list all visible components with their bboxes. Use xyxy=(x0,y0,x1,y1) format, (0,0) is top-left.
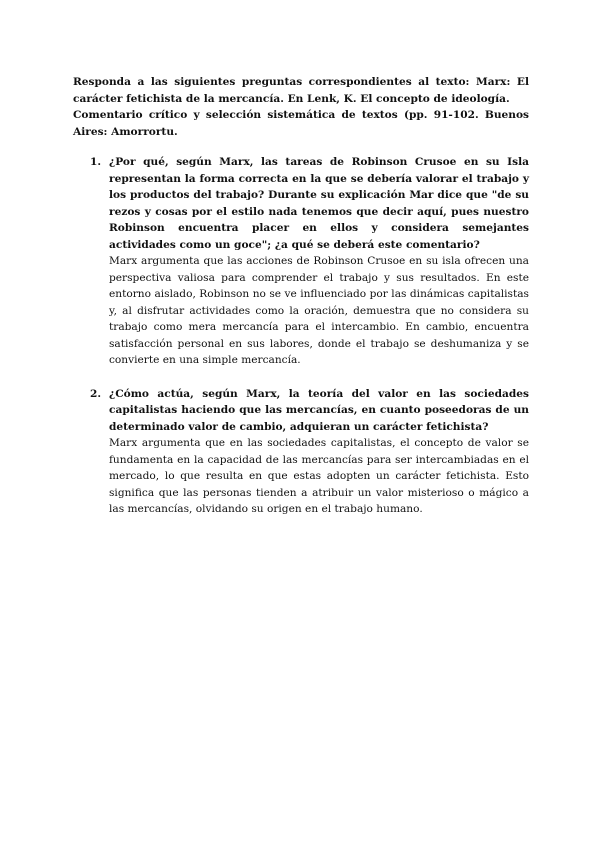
header-reference-line: Responda a las siguientes preguntas correspondientes al texto: Marx: El carácter fetichista de la mercancía. En Lenk, K. El concepto de ideología. xyxy=(73,76,529,105)
answer-text: Marx argumenta que las acciones de Robinson Crusoe en su isla ofrecen una perspectiva valiosa para comprender el trabajo y sus resultados. En este entorno aislado, Robinson no se ve influenciado por las dinámicas capitalistas y, al disfrutar actividades como la oración, demuestra que no considera su trabajo como mera mercancía para el intercambio. En cambio, encuentra satisfacción personal en sus labores, donde el trabajo se deshumaniza y se convierte en una simple mercancía. xyxy=(109,255,529,366)
answer-text: Marx argumenta que en las sociedades capitalistas, el concepto de valor se fundamenta en la capacidad de las mercancías para ser intercambiadas en el mercado, lo que resulta en que estas adopten un carácter fetichista. Esto significa que las personas tienden a atribuir un valor misterioso o mágico a las mercancías, olvidando su origen en el trabajo humano. xyxy=(109,437,529,515)
question-text: ¿Cómo actúa, según Marx, la teoría del valor en las sociedades capitalistas haciendo que las mercancías, en cuanto poseedoras de un determinado valor de cambio, adquieran un carácter fetichista? xyxy=(109,387,529,433)
question-item-2 xyxy=(73,386,529,518)
header-commentary-line: Comentario crítico y selección sistemática de textos (pp. 91-102. Buenos Aires: Amorrortu. xyxy=(73,109,529,138)
question-number: 1. xyxy=(90,156,102,168)
question-list xyxy=(73,154,529,518)
assignment-header xyxy=(73,74,529,140)
question-text: ¿Por qué, según Marx, las tareas de Robinson Crusoe en su Isla representan la forma correcta en la que se debería valorar el trabajo y los productos del trabajo? Durante su explicación Mar dice que "de su rezos y cosas por el estilo nada tenemos que decir aquí, pues nuestro Robinson encuentra placer en ellos y considera semejantes actividades como un goce"; ¿a qué se deberá este comentario? xyxy=(109,156,529,251)
question-number: 2. xyxy=(90,387,102,400)
question-item-1 xyxy=(73,154,529,369)
